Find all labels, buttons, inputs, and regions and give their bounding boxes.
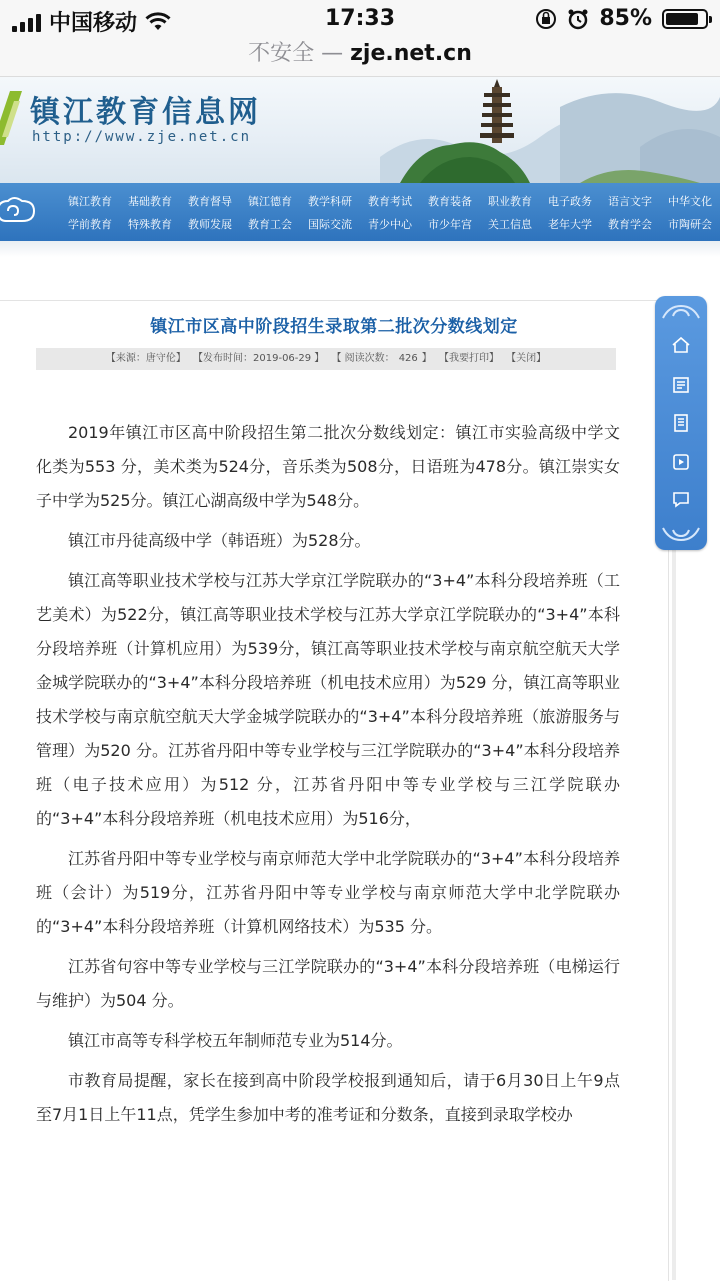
nav-item[interactable]: 语言文字 [608, 195, 652, 208]
news-button[interactable] [669, 374, 693, 396]
video-button[interactable] [669, 451, 693, 473]
main-nav [0, 183, 720, 241]
close-link[interactable]: 【关闭】 [506, 353, 547, 364]
meta-date: 【发布时间：2019-06-29 】 [193, 353, 325, 364]
home-button[interactable] [669, 334, 693, 356]
nav-item[interactable]: 基础教育 [128, 195, 172, 208]
nav-item[interactable]: 教育工会 [248, 218, 292, 231]
article-meta [36, 348, 616, 370]
list-icon [671, 413, 691, 433]
home-icon [671, 335, 691, 355]
toolbar-ornament-icon [661, 524, 701, 544]
alarm-icon [567, 8, 589, 30]
rotation-lock-icon [535, 8, 557, 30]
nav-item[interactable]: 镇江教育 [68, 195, 112, 208]
print-link[interactable]: 【我要打印】 [438, 353, 499, 364]
address-bar[interactable] [0, 40, 720, 76]
article-paragraph: 江苏省句容中等专业学校与三江学院联办的“3+4”本科分段培养班（电梯运行与维护）为504 分。 [36, 957, 620, 1010]
nav-item[interactable]: 教育学会 [608, 218, 652, 231]
insecure-label: 不安全 — [248, 41, 344, 66]
nav-item[interactable]: 电子政务 [548, 195, 592, 208]
side-toolbar [655, 296, 707, 550]
news-icon [671, 375, 691, 395]
nav-item[interactable]: 教育督导 [188, 195, 232, 208]
cloud-emblem-icon [0, 193, 40, 229]
nav-item[interactable]: 中华文化 [668, 195, 712, 208]
comment-button[interactable] [669, 488, 693, 510]
article-paragraph: 江苏省丹阳中等专业学校与南京师范大学中北学院联办的“3+4”本科分段培养班（会计）为519分，江苏省丹阳中等专业学校与南京师范大学中北学院联办的“3+4”本科分段培养班（计算机网络技术）为535 分。 [36, 849, 620, 936]
nav-item[interactable]: 教师发展 [188, 218, 232, 231]
status-bar [0, 0, 720, 40]
article-paragraph: 镇江市高等专科学校五年制师范专业为514分。 [68, 1031, 403, 1050]
meta-views-label: 【 阅读次数： [331, 353, 395, 364]
url-domain: zje.net.cn [350, 41, 472, 66]
nav-item[interactable]: 市陶研会 [668, 218, 712, 231]
article-paragraph: 镇江市丹徒高级中学（韩语班）为528分。 [68, 531, 371, 550]
nav-item[interactable]: 学前教育 [68, 218, 112, 231]
comment-icon [671, 489, 691, 509]
nav-row-secondary [60, 216, 720, 232]
nav-item[interactable]: 青少中心 [368, 218, 412, 231]
site-url: http://www.zje.net.cn [32, 129, 252, 145]
clock: 17:33 [324, 6, 396, 31]
nav-item[interactable]: 老年大学 [548, 218, 592, 231]
sidebar-line [672, 550, 676, 1280]
nav-item[interactable]: 教育考试 [368, 195, 412, 208]
article-paragraph: 市教育局提醒，家长在接到高中阶段学校报到通知后，请于6月30日上午9点至7月1日上午11点，凭学生参加中考的准考证和分数条，直接到录取学校办 [36, 1071, 620, 1124]
nav-shadow [0, 241, 720, 257]
nav-item[interactable]: 教学科研 [308, 195, 352, 208]
nav-item[interactable]: 国际交流 [308, 218, 352, 231]
nav-item[interactable]: 关工信息 [488, 218, 532, 231]
nav-item[interactable]: 市少年宫 [428, 218, 472, 231]
carrier-label: 中国移动 [49, 11, 138, 36]
toolbar-ornament-icon [661, 302, 701, 322]
article-paragraph: 镇江高等职业技术学校与江苏大学京江学院联办的“3+4”本科分段培养班（工艺美术）为522分，镇江高等职业技术学校与江苏大学京江学院联办的“3+4”本科分段培养班（计算机应用）为539分，镇江高等职业技术学校与南京航空航天大学金城学院联办的“3+4”本科分段培养班（机电技术应用）为529 分，镇江高等职业技术学校与南京航空航天大学金城学院联办的“3+4”本科分段培养班（旅游服务与管理）为520 分。江苏省丹阳中等专业学校与三江学院联办的“3+4”本科分段培养班（电子技术应用）为512 分，江苏省丹阳中等专业学校与三江学院联办的“3+4”本科分段培养班（机电技术应用）为516分， [36, 571, 620, 828]
nav-item[interactable]: 镇江德育 [248, 195, 292, 208]
nav-item[interactable]: 特殊教育 [128, 218, 172, 231]
battery-icon [662, 9, 708, 29]
site-title[interactable]: 镇江教育信息网 [30, 95, 261, 130]
article-title: 镇江市区高中阶段招生录取第二批次分数线划定 [150, 317, 518, 337]
nav-item[interactable]: 教育装备 [428, 195, 472, 208]
meta-source: 【来源：唐守伦】 [105, 353, 186, 364]
battery-percent: 85% [599, 6, 652, 31]
list-button[interactable] [669, 412, 693, 434]
status-right [535, 6, 708, 31]
article-body [36, 416, 620, 1138]
pagoda-landscape-image [380, 77, 720, 183]
nav-row-primary [60, 193, 720, 209]
nav-item[interactable]: 职业教育 [488, 195, 532, 208]
site-banner [0, 77, 720, 183]
meta-views-close: 】 [421, 353, 432, 364]
meta-views-count: 426 [398, 353, 418, 364]
logo-icon [0, 87, 24, 149]
video-icon [671, 452, 691, 472]
article-paragraph: 2019年镇江市区高中阶段招生第二批次分数线划定：镇江市实验高级中学文化类为553 分，美术类为524分，音乐类为508分，日语班为478分。镇江崇实女子中学为525分。镇江心湖高级中学为548分。 [36, 423, 620, 510]
